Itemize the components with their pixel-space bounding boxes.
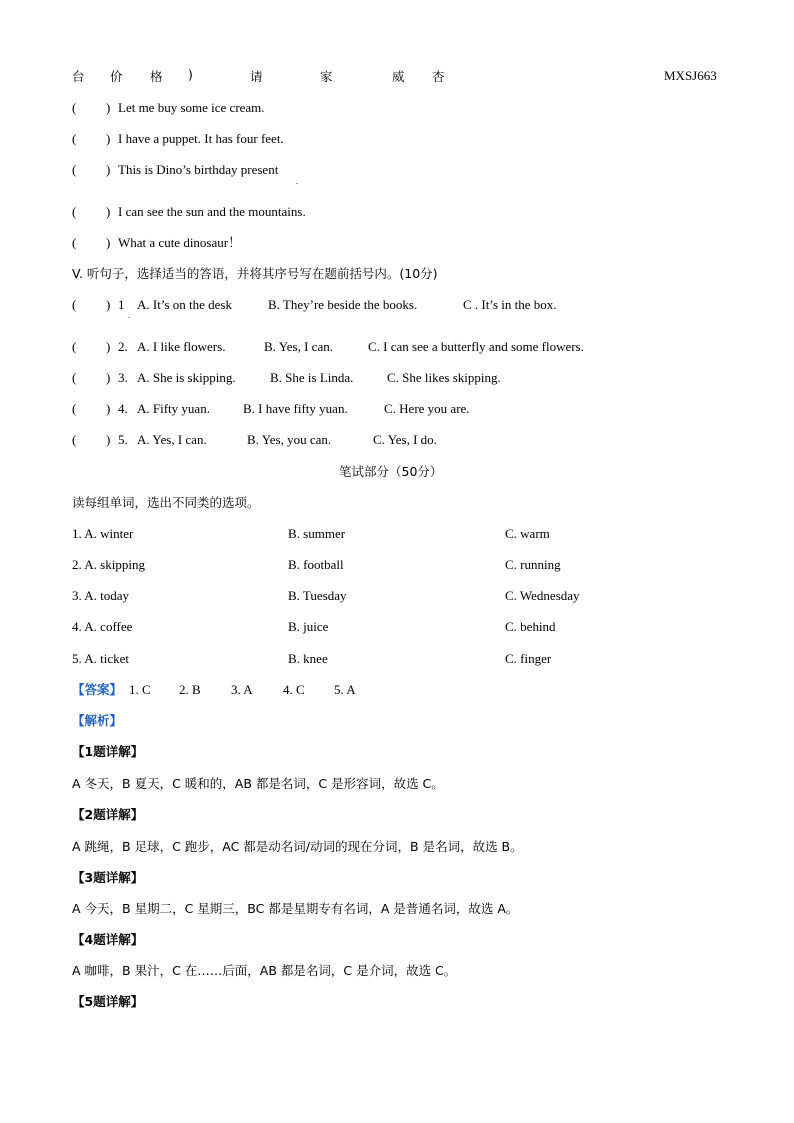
answer-value: 1. C: [129, 682, 151, 697]
header-fragment: 请: [250, 69, 263, 84]
option-a: A. I like flowers.: [137, 339, 226, 354]
header-fragment: 价: [110, 69, 123, 84]
word-option-c: C. finger: [505, 651, 552, 666]
answer-value: 5. A: [334, 682, 356, 697]
detail-title: 【5题详解】: [72, 994, 144, 1009]
answer-tag: 【答案】: [72, 682, 123, 697]
listen-item: ( ) I have a puppet. It has four feet.: [72, 131, 284, 146]
answer-value: 4. C: [283, 682, 305, 697]
answer-value: 3. A: [231, 682, 253, 697]
word-option-a: 1. A. winter: [72, 526, 134, 541]
question-row: ( ) 1: [72, 297, 125, 312]
detail-text: A 咖啡，B 果汁，C 在……后面，AB 都是名词，C 是介词，故选 C。: [72, 963, 457, 978]
option-a: A. Yes, I can.: [137, 432, 207, 447]
header-code: MXSJ663: [664, 68, 717, 83]
option-b: B. She is Linda.: [270, 370, 354, 385]
question-row: ( ) 5.: [72, 432, 128, 447]
option-b: B. Yes, I can.: [264, 339, 333, 354]
word-option-b: B. juice: [288, 619, 329, 634]
header-fragment: 家: [320, 69, 333, 84]
listen-item: ( ) Let me buy some ice cream.: [72, 100, 265, 115]
option-a: A. She is skipping.: [137, 370, 236, 385]
option-c: C. I can see a butterfly and some flowers.: [368, 339, 584, 354]
listen-item: ( ) What a cute dinosaur！: [72, 235, 242, 250]
written-instruction: 读每组单词，选出不同类的选项。: [72, 495, 260, 510]
question-row: ( ) 4.: [72, 401, 128, 416]
detail-text: A 冬天，B 夏天，C 暖和的，AB 都是名词，C 是形容词，故选 C。: [72, 776, 444, 791]
word-option-a: 2. A. skipping: [72, 557, 145, 572]
word-option-b: B. knee: [288, 651, 328, 666]
word-option-c: C. behind: [505, 619, 556, 634]
word-option-c: C. running: [505, 557, 561, 572]
detail-text: A 跳绳，B 足球，C 跑步，AC 都是动名词/动词的现在分词，B 是名词，故选 B。: [72, 839, 523, 854]
word-option-a: 5. A. ticket: [72, 651, 130, 666]
header-fragment: 台: [72, 69, 85, 84]
word-option-c: C. Wednesday: [505, 588, 580, 603]
stray-dot: .: [296, 177, 298, 186]
option-b: B. Yes, you can.: [247, 432, 332, 447]
option-b: B. I have fifty yuan.: [243, 401, 348, 416]
header-fragment: 格: [150, 69, 163, 84]
listen-item: ( ) This is Dino’s birthday present: [72, 162, 279, 177]
section-title: V. 听句子，选择适当的答语，并将其序号写在题前括号内。(10分): [72, 266, 438, 281]
option-b: B. They’re beside the books.: [268, 297, 418, 312]
option-c: C. Yes, I do.: [373, 432, 437, 447]
detail-title: 【2题详解】: [72, 807, 144, 822]
written-section-title: 笔试部分（50分）: [339, 464, 443, 479]
word-option-b: B. Tuesday: [288, 588, 347, 603]
analysis-tag: 【解析】: [72, 713, 123, 728]
header-fragment: 威: [392, 69, 405, 84]
option-c: C. Here you are.: [384, 401, 470, 416]
detail-text: A 今天，B 星期二，C 星期三，BC 都是星期专有名词，A 是普通名词，故选 A。: [72, 901, 519, 916]
detail-title: 【4题详解】: [72, 932, 144, 947]
option-a: A. It’s on the desk: [137, 297, 232, 312]
word-option-c: C. warm: [505, 526, 550, 541]
stray-dot: .: [128, 311, 130, 320]
option-a: A. Fifty yuan.: [137, 401, 210, 416]
answer-value: 2. B: [179, 682, 201, 697]
option-c: C. She likes skipping.: [387, 370, 501, 385]
listen-item: ( ) I can see the sun and the mountains.: [72, 204, 306, 219]
detail-title: 【1题详解】: [72, 744, 144, 759]
header-fragment: 杏: [432, 69, 445, 84]
detail-title: 【3题详解】: [72, 870, 144, 885]
word-option-a: 4. A. coffee: [72, 619, 133, 634]
word-option-b: B. football: [288, 557, 344, 572]
question-row: ( ) 2.: [72, 339, 128, 354]
question-row: ( ) 3.: [72, 370, 128, 385]
word-option-a: 3. A. today: [72, 588, 130, 603]
word-option-b: B. summer: [288, 526, 346, 541]
option-c: C . It’s in the box.: [463, 297, 557, 312]
header-fragment: ): [188, 67, 193, 82]
